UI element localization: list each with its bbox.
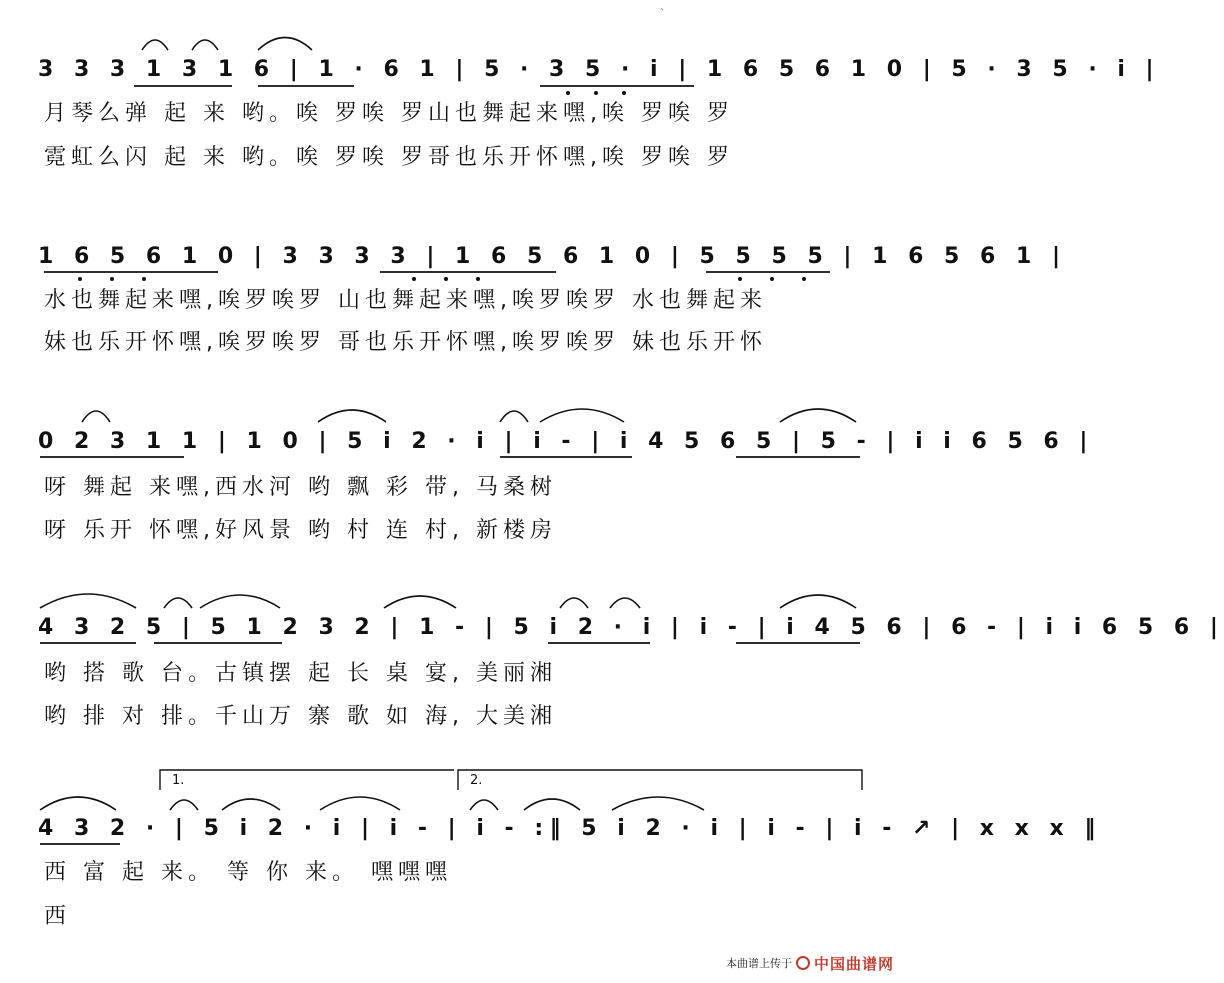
slur-arc: [82, 411, 110, 422]
volta-first-label: 1.: [172, 773, 185, 788]
lyrics-row-1-verse-1: 月琴么弹 起 来 哟。唉 罗唉 罗山也舞起来嘿,唉 罗唉 罗: [44, 101, 734, 126]
volta-second-label: 2.: [470, 773, 483, 788]
slur-arc: [164, 598, 192, 608]
slur-arc: [470, 800, 498, 810]
notes-row-4: 4 3 2 5 | 5 1 2 3 2 | 1 - | 5 i 2 · i | i - | i 4 5 6 | 6 - | i i 6 5 6 |: [38, 615, 1224, 640]
slur-arc: [560, 598, 588, 608]
slur-arc: [192, 40, 218, 50]
slur-arc: [612, 797, 704, 810]
lyrics-row-2-verse-1: 水也舞起来嘿,唉罗唉罗 山也舞起来嘿,唉罗唉罗 水也舞起来: [44, 288, 767, 313]
lyrics-row-2-verse-2: 妹也乐开怀嘿,唉罗唉罗 哥也乐开怀嘿,唉罗唉罗 妹也乐开怀: [44, 330, 767, 355]
lyrics-row-4-verse-2: 哟 排 对 排。千山万 寨 歌 如 海, 大美湘: [44, 704, 557, 729]
slur-arc: [258, 38, 312, 51]
slur-arc: [780, 595, 856, 608]
credit-text: 本曲谱上传于: [725, 957, 792, 970]
slur-arc: [318, 410, 386, 422]
slur-arcs: [40, 38, 856, 811]
slur-arc: [384, 596, 456, 608]
lyrics-row-3-verse-2: 呀 乐开 怀嘿,好风景 哟 村 连 村, 新楼房: [44, 518, 557, 543]
notes-row-3: 0 2 3 1 1 | 1 0 | 5 i 2 · i | i - | i 4 5 6 5 | 5 - | i i 6 5 6 |: [38, 429, 1094, 454]
notes-row-2: 1 6 5 6 1 0 | 3 3 3 3 | 1 6 5 6 1 0 | 5 5 5 5 | 1 6 5 6 1 |: [38, 244, 1067, 269]
slur-arc: [320, 797, 400, 810]
volta-bracket-first: [160, 770, 454, 790]
volta-bracket-second: [458, 770, 862, 790]
slur-arc: [610, 598, 640, 608]
slur-arc: [40, 797, 116, 810]
slur-arc: [200, 595, 280, 608]
corner-tick: `: [660, 8, 665, 19]
octave-dots: [78, 91, 806, 281]
lyrics-row-5-verse-1: 西 富 起 来。 等 你 来。 嘿嘿嘿: [44, 860, 452, 885]
slur-arc: [780, 409, 856, 422]
volta-brackets: [160, 770, 862, 790]
slur-arc: [170, 800, 198, 810]
rhythm-underlines: [40, 86, 860, 844]
slur-arc: [524, 799, 580, 810]
site-logo-icon: [796, 956, 810, 970]
lyrics-row-3-verse-1: 呀 舞起 来嘿,西水河 哟 飘 彩 带, 马桑树: [44, 475, 557, 500]
site-logo-text: 中国曲谱网: [813, 954, 894, 973]
slur-arc: [500, 411, 528, 422]
slur-arc: [222, 799, 280, 810]
lyrics-row-1-verse-2: 霓虹么闪 起 来 哟。唉 罗唉 罗哥也乐开怀嘿,唉 罗唉 罗: [44, 145, 734, 170]
notes-row-1: 3 3 3 1 3 1 6 | 1 · 6 1 | 5 · 3 5 · i | 1 6 5 6 1 0 | 5 · 3 5 · i |: [38, 57, 1161, 82]
slur-arc: [40, 594, 136, 608]
slur-arc: [540, 409, 624, 422]
slur-arc: [142, 40, 168, 50]
source-credit: [726, 951, 894, 975]
lyrics-row-5-verse-2: 西: [44, 904, 72, 929]
notes-row-5: 4 3 2 · | 5 i 2 · i | i - | i - :‖ 5 i 2 · i | i - | i - ↗ | x x x ‖: [38, 816, 1102, 841]
lyrics-row-4-verse-1: 哟 搭 歌 台。古镇摆 起 长 桌 宴, 美丽湘: [44, 661, 557, 686]
